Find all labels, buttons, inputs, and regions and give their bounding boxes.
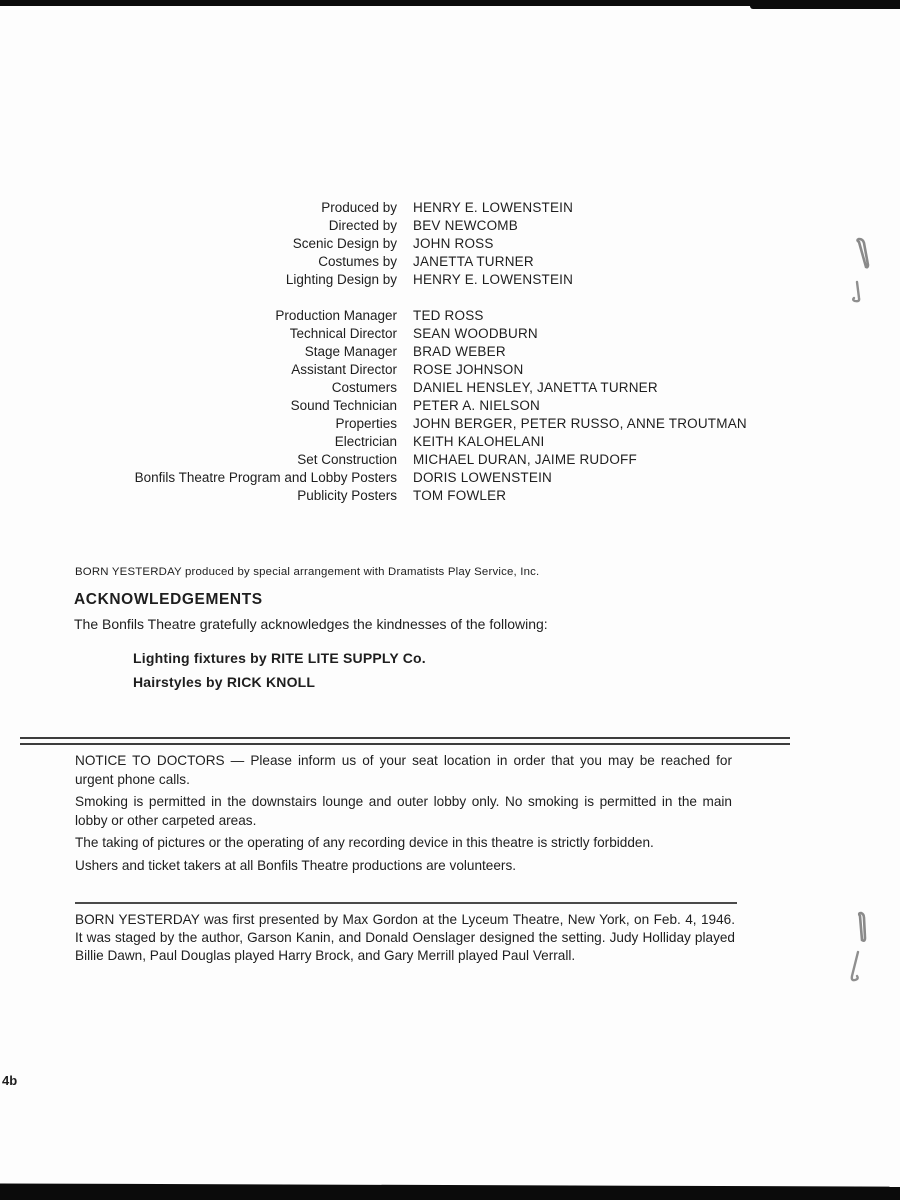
credit-role: Sound Technician (290, 398, 397, 413)
credit-row (67, 343, 747, 361)
credit-name: MICHAEL DURAN, JAIME RUDOFF (413, 452, 637, 467)
credit-row (67, 415, 747, 433)
credit-name: PETER A. NIELSON (413, 398, 540, 413)
scan-edge-top-right (750, 0, 900, 9)
credit-row (67, 469, 747, 487)
credit-name: ROSE JOHNSON (413, 362, 524, 377)
credit-row (67, 307, 747, 325)
arrangement-note: BORN YESTERDAY produced by special arrangement with Dramatists Play Service, Inc. (75, 566, 540, 578)
credit-role: Costumes by (318, 254, 397, 269)
credit-role: Produced by (321, 200, 397, 215)
credit-row (67, 379, 747, 397)
credit-role: Publicity Posters (297, 488, 397, 503)
credit-role: Stage Manager (304, 344, 397, 359)
acknowledgement-item: Hairstyles by RICK KNOLL (133, 673, 316, 690)
credit-row (67, 397, 747, 415)
credits-staff-list (67, 307, 747, 505)
credit-role: Properties (335, 416, 397, 431)
credit-name: SEAN WOODBURN (413, 326, 538, 341)
credit-role: Set Construction (297, 452, 397, 467)
single-rule-divider (75, 902, 737, 904)
acknowledgements-intro: The Bonfils Theatre gratefully acknowledges the kindnesses of the following: (74, 616, 548, 632)
credit-role: Lighting Design by (285, 272, 397, 287)
credit-row (67, 217, 747, 235)
credit-name: HENRY E. LOWENSTEIN (413, 200, 574, 215)
notice-paragraph: Ushers and ticket takers at all Bonfils Theatre productions are volunteers. (75, 857, 517, 873)
credit-role: Electrician (334, 434, 397, 449)
credit-name: JANETTA TURNER (413, 254, 534, 269)
credit-row (67, 451, 747, 469)
credit-name: BEV NEWCOMB (413, 218, 518, 233)
credit-row (67, 325, 747, 343)
staple-icon (840, 910, 878, 988)
acknowledgements-heading: ACKNOWLEDGEMENTS (74, 591, 263, 608)
credit-name: TOM FOWLER (413, 488, 507, 503)
credit-row (67, 235, 747, 253)
credit-name: HENRY E. LOWENSTEIN (413, 272, 574, 287)
production-credits (67, 199, 747, 505)
notice-paragraph: NOTICE TO DOCTORS — Please inform us of your seat location in order that you may be reached for urgent phone calls. (75, 753, 732, 787)
credit-name: JOHN BERGER, PETER RUSSO, ANNE TROUTMAN (413, 416, 747, 431)
production-history: BORN YESTERDAY was first presented by Max Gordon at the Lyceum Theatre, New York, on Feb. 4, 1946. It was staged by the author, Garson Kanin, and Donald Oenslager designed the setting. Judy Holliday played Billie Dawn, Paul Douglas played Harry Brock, and Gary Merrill played Paul Verrall. (75, 912, 735, 963)
credit-row (67, 199, 747, 217)
staple-icon (845, 236, 879, 308)
double-rule-divider (20, 737, 790, 745)
credit-role: Technical Director (289, 326, 397, 341)
house-notices (75, 752, 732, 880)
scan-edge-bottom (0, 1182, 900, 1200)
credit-role: Directed by (328, 218, 397, 233)
credit-row (67, 361, 747, 379)
credit-row (67, 271, 747, 289)
credit-name: TED ROSS (413, 308, 484, 323)
credit-role: Bonfils Theatre Program and Lobby Posters (134, 470, 397, 485)
credit-name: KEITH KALOHELANI (413, 434, 545, 449)
notice-paragraph: Smoking is permitted in the downstairs lounge and outer lobby only. No smoking is permitted in the main lobby or other carpeted areas. (75, 794, 732, 828)
credit-role: Costumers (331, 380, 397, 395)
credit-role: Production Manager (275, 308, 397, 323)
credit-name: BRAD WEBER (413, 344, 506, 359)
credit-role: Scenic Design by (292, 236, 397, 251)
credits-primary-list (67, 199, 747, 289)
page-number: 4b (2, 1073, 18, 1088)
acknowledgement-item: Lighting fixtures by RITE LITE SUPPLY Co. (133, 650, 426, 666)
credit-name: DORIS LOWENSTEIN (413, 470, 552, 485)
notice-paragraph: The taking of pictures or the operating of any recording device in this theatre is strictly forbidden. (75, 835, 654, 851)
credit-row (67, 253, 747, 271)
credit-row (67, 433, 747, 451)
credit-name: DANIEL HENSLEY, JANETTA TURNER (413, 380, 658, 395)
credit-role: Assistant Director (291, 362, 397, 377)
credit-name: JOHN ROSS (413, 236, 494, 251)
credit-row (67, 487, 747, 505)
acknowledgements-items (133, 647, 426, 694)
